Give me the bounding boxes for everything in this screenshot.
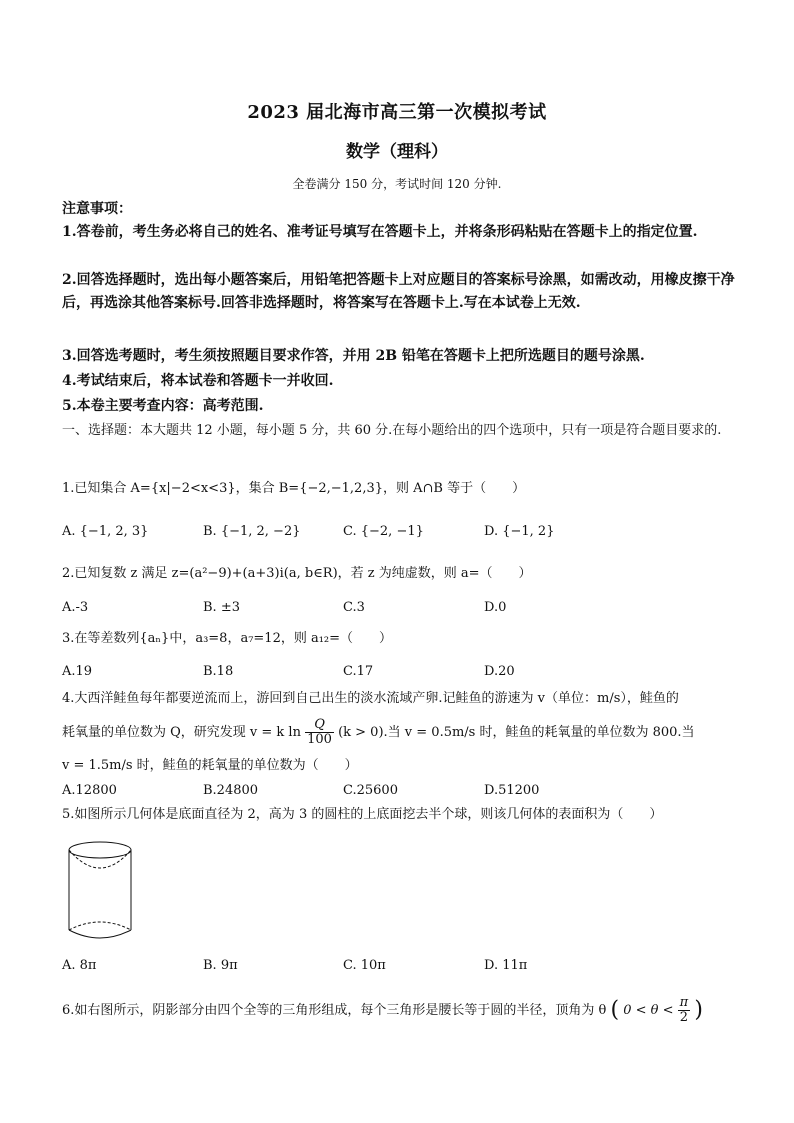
q2-option-a: A.-3 [62, 600, 89, 615]
q4-option-d: D.51200 [484, 783, 540, 798]
question-3-stem: 3.在等差数列{aₙ}中，a₃=8，a₇=12，则 a₁₂=（ ） [62, 631, 393, 646]
notice-heading: 注意事项： [62, 201, 132, 217]
exam-subject: 数学（理科） [346, 142, 448, 162]
q3-option-c: C.17 [343, 664, 374, 679]
q6-stem-text: 6.如右图所示，阴影部分由四个全等的三角形组成，每个三角形是腰长等于圆的半径，顶角为 θ [62, 1003, 607, 1018]
q4-line2-rest: (k > 0).当 v = 0.5m/s 时，鲑鱼的耗氧量的单位数为 800.当 [338, 725, 695, 740]
q1-option-b: B. {−1, 2, −2} [203, 524, 301, 539]
notice-item-1: 1.答卷前，考生务必将自己的姓名、准考证号填写在答题卡上，并将条形码粘贴在答题卡上的指定位置. [62, 224, 698, 240]
exam-meta: 全卷满分 150 分，考试时间 120 分钟. [292, 177, 502, 191]
cylinder-figure [62, 838, 142, 948]
cylinder-top-ellipse [69, 842, 131, 858]
q3-option-d: D.20 [484, 664, 515, 679]
q6-fraction [678, 996, 691, 1025]
q1-option-c: C. {−2, −1} [343, 524, 424, 539]
q3-option-b: B.18 [203, 664, 234, 679]
cylinder-bottom-back [69, 922, 131, 930]
q6-paren-close: ) [694, 997, 703, 1023]
q5-option-c: C. 10π [343, 958, 386, 973]
notice-item-5: 5.本卷主要考查内容：高考范围. [62, 398, 264, 414]
q6-fraction-numerator: π [679, 995, 689, 1010]
section-intro: 一、选择题：本大题共 12 小题，每小题 5 分，共 60 分.在每小题给出的四个选项中，只有一项是符合题目要求的. [62, 423, 722, 438]
q1-option-d: D. {−1, 2} [484, 524, 555, 539]
q6-fraction-denominator: 2 [679, 1010, 689, 1025]
question-6-stem-line [62, 996, 703, 1025]
q4-option-c: C.25600 [343, 783, 398, 798]
q4-option-b: B.24800 [203, 783, 259, 798]
cylinder-bottom-front [69, 930, 131, 938]
notice-item-3: 3.回答选考题时，考生须按照题目要求作答，并用 2B 铅笔在答题卡上把所选题目的题号涂黑. [62, 348, 645, 364]
exam-title: 2023 届北海市高三第一次模拟考试 [247, 102, 547, 123]
hemisphere-dashed [69, 850, 131, 868]
q5-option-d: D. 11π [484, 958, 528, 973]
q2-option-c: C.3 [343, 600, 365, 615]
q6-paren-open: ( [610, 997, 620, 1023]
q4-fraction [305, 718, 334, 747]
question-5-stem: 5.如图所示几何体是底面直径为 2，高为 3 的圆柱的上底面挖去半个球，则该几何体的表面积为（ ） [62, 807, 663, 822]
question-4-line-3: v = 1.5m/s 时，鲑鱼的耗氧量的单位数为（ ） [62, 758, 358, 773]
q3-option-a: A.19 [62, 664, 93, 679]
q2-option-b: B. ±3 [203, 600, 240, 615]
question-2-stem: 2.已知复数 z 满足 z=(a²−9)+(a+3)i(a, b∈R)，若 z 为纯虚数，则 a=（ ） [62, 566, 532, 581]
q2-option-d: D.0 [484, 600, 507, 615]
q6-condition: 0 < θ < [623, 1003, 674, 1018]
question-1-stem: 1.已知集合 A={x|−2<x<3}，集合 B={−2,−1,2,3}，则 A∩B 等于（ ） [62, 481, 526, 496]
notice-item-4: 4.考试结束后，将本试卷和答题卡一并收回. [62, 373, 334, 389]
q4-line2-text: 耗氧量的单位数为 Q，研究发现 v = k ln [62, 725, 301, 740]
question-4-line-2 [62, 718, 695, 747]
notice-item-2: 2.回答选择题时，选出每小题答案后，用铅笔把答题卡上对应题目的答案标号涂黑，如需改动，用橡皮擦干净后，再选涂其他答案标号.回答非选择题时，将答案写在答题卡上.写在本试卷上无效. [62, 272, 735, 311]
q5-option-a: A. 8π [62, 958, 97, 973]
q4-fraction-denominator: 100 [307, 732, 332, 747]
q4-fraction-numerator: Q [305, 718, 334, 733]
question-4-line-1: 4.大西洋鲑鱼每年都要逆流而上，游回到自己出生的淡水流域产卵.记鲑鱼的游速为 v（单位：m/s），鲑鱼的 [62, 691, 679, 706]
q5-option-b: B. 9π [203, 958, 238, 973]
q4-option-a: A.12800 [62, 783, 117, 798]
q1-option-a: A. {−1, 2, 3} [62, 524, 149, 539]
